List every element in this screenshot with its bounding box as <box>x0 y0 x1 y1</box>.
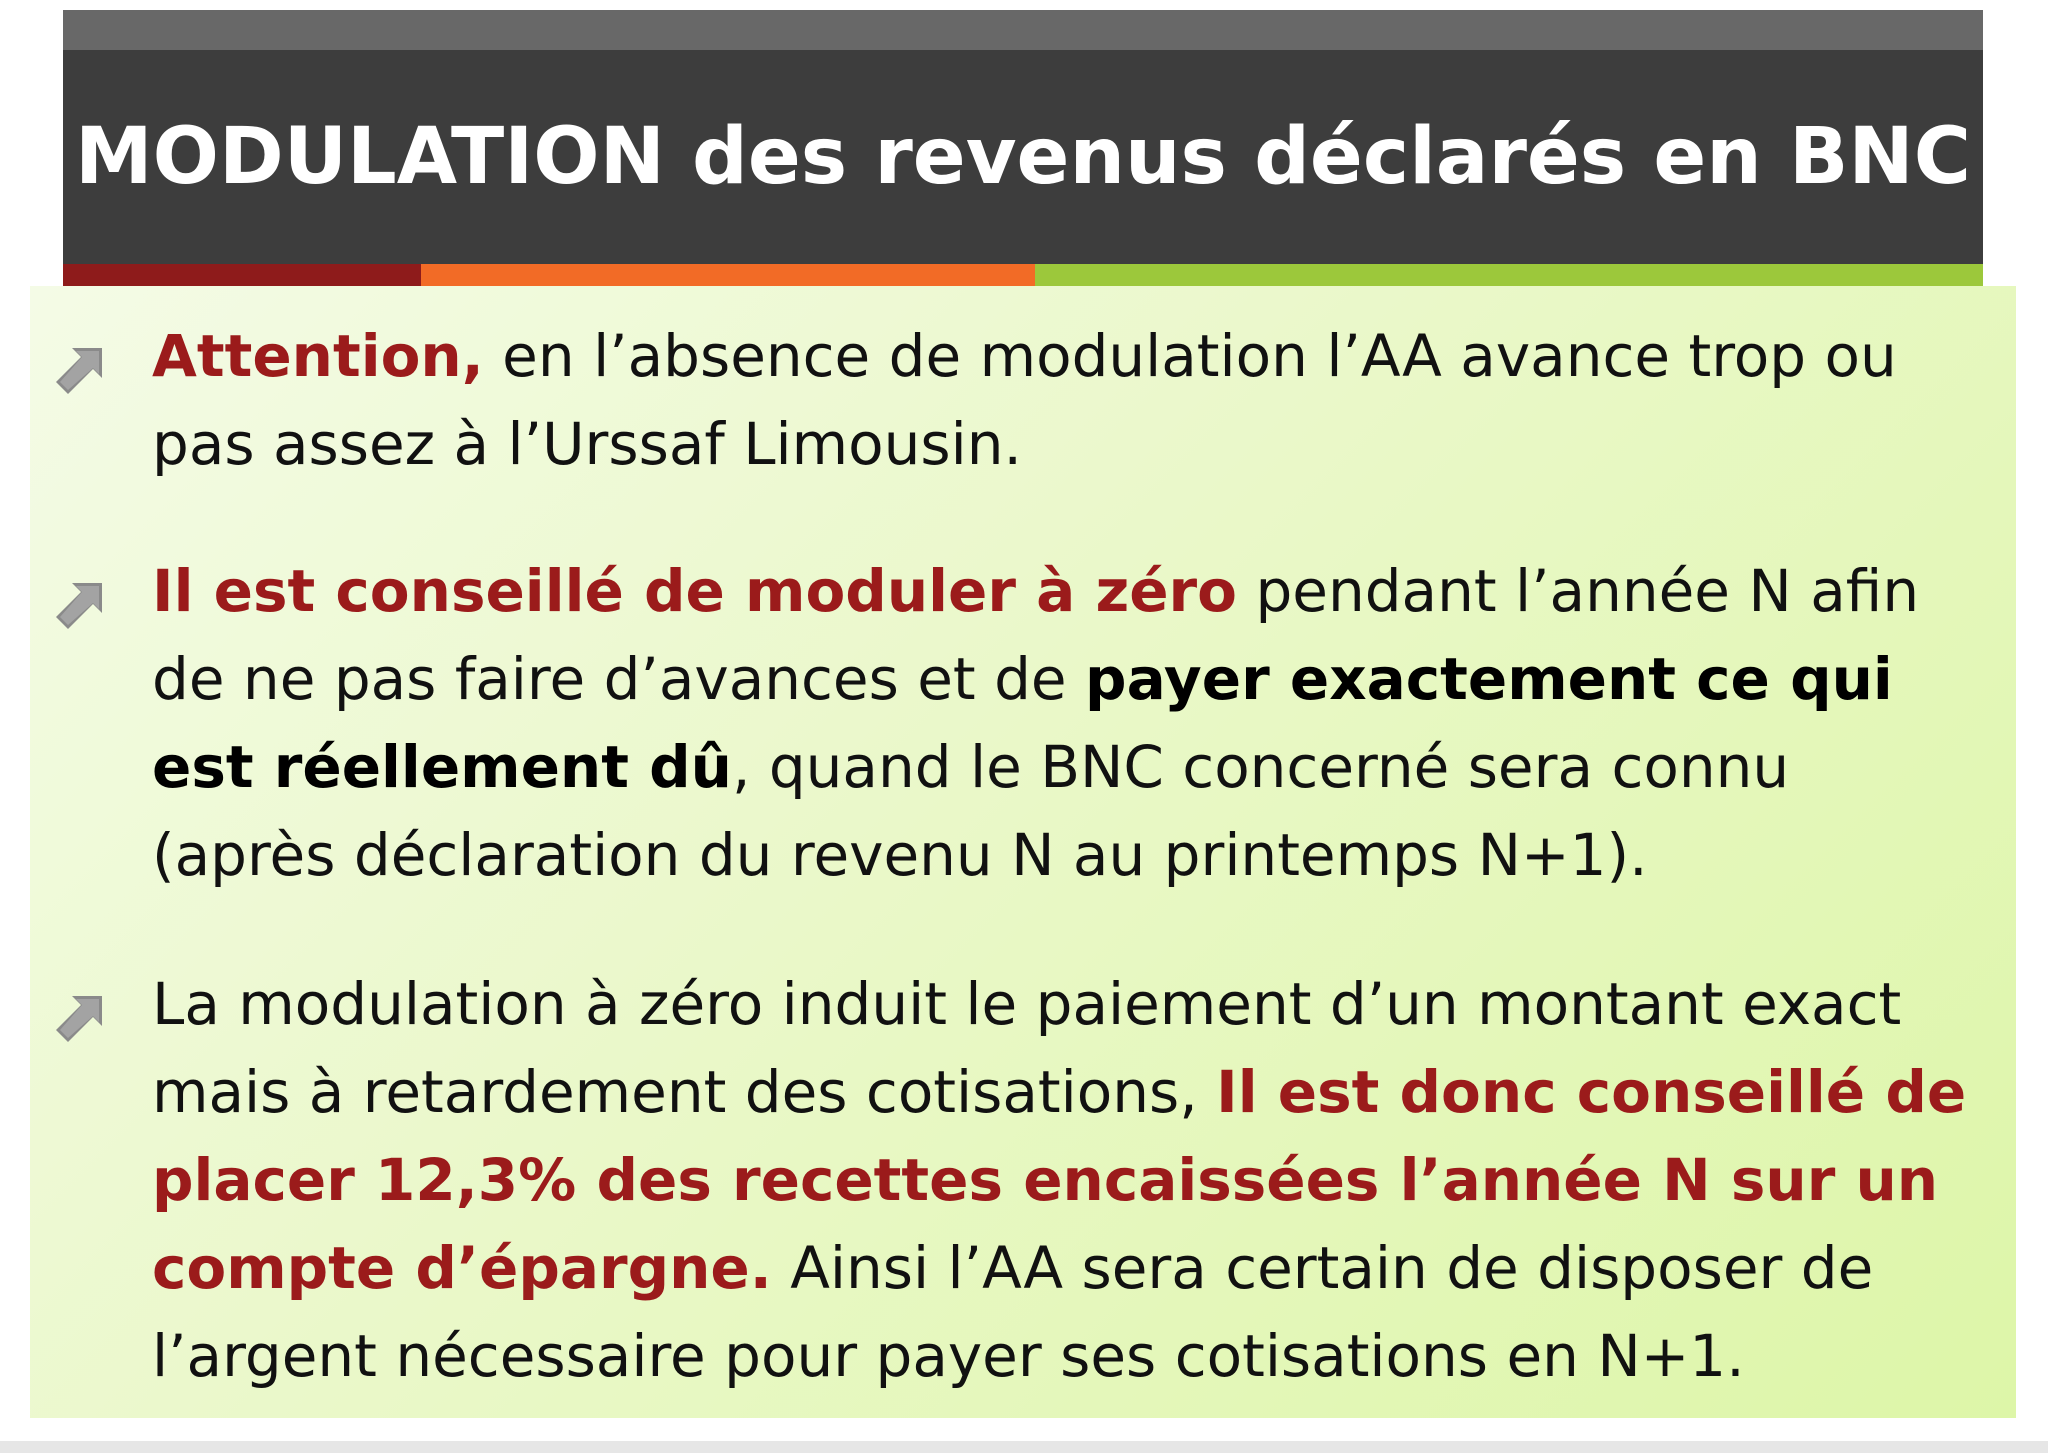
up-right-arrow-icon <box>54 577 108 631</box>
bullet-3-segment-1: La modulation à zéro induit le paiement d’un montant exact mais à retardement des cotisations, <box>152 970 1902 1126</box>
slide-header <box>63 50 1983 264</box>
footer-band <box>0 1441 2048 1453</box>
bullet-3-segment-3: Ainsi l’AA sera certain de disposer de l’argent nécessaire pour payer ses cotisations en N+1. <box>152 1234 1874 1390</box>
bullet-text-3 <box>152 960 1972 1400</box>
bullet-1-segment-1: Attention, <box>152 322 484 390</box>
accent-bar-red <box>63 264 421 286</box>
up-right-arrow-icon <box>54 342 108 396</box>
bullet-text-2 <box>152 547 1972 899</box>
bullet-2-segment-4: , quand le BNC concerné sera connu (après déclaration du revenu N au printemps N+1). <box>152 733 1790 889</box>
bullet-2-segment-2: pendant l’année N afin de ne pas faire d’avances et de <box>152 557 1920 713</box>
header-top-stripe <box>63 10 1983 50</box>
accent-bar-green <box>1035 264 1983 286</box>
slide-body <box>30 286 2016 1418</box>
accent-bar-orange <box>421 264 1035 286</box>
bullet-3-segment-2: Il est donc conseillé de placer 12,3% des recettes encaissées l’année N sur un compte d’épargne. <box>152 1058 1967 1302</box>
slide-title: MODULATION des revenus déclarés en BNC <box>75 112 1971 202</box>
up-right-arrow-icon <box>54 990 108 1044</box>
bullet-1-segment-2: en l’absence de modulation l’AA avance trop ou pas assez à l’Urssaf Limousin. <box>152 322 1897 478</box>
bullet-2-segment-3: payer exactement ce qui est réellement dû <box>152 645 1893 801</box>
bullet-2-segment-1: Il est conseillé de moduler à zéro <box>152 557 1238 625</box>
bullet-text-1 <box>152 312 1972 488</box>
